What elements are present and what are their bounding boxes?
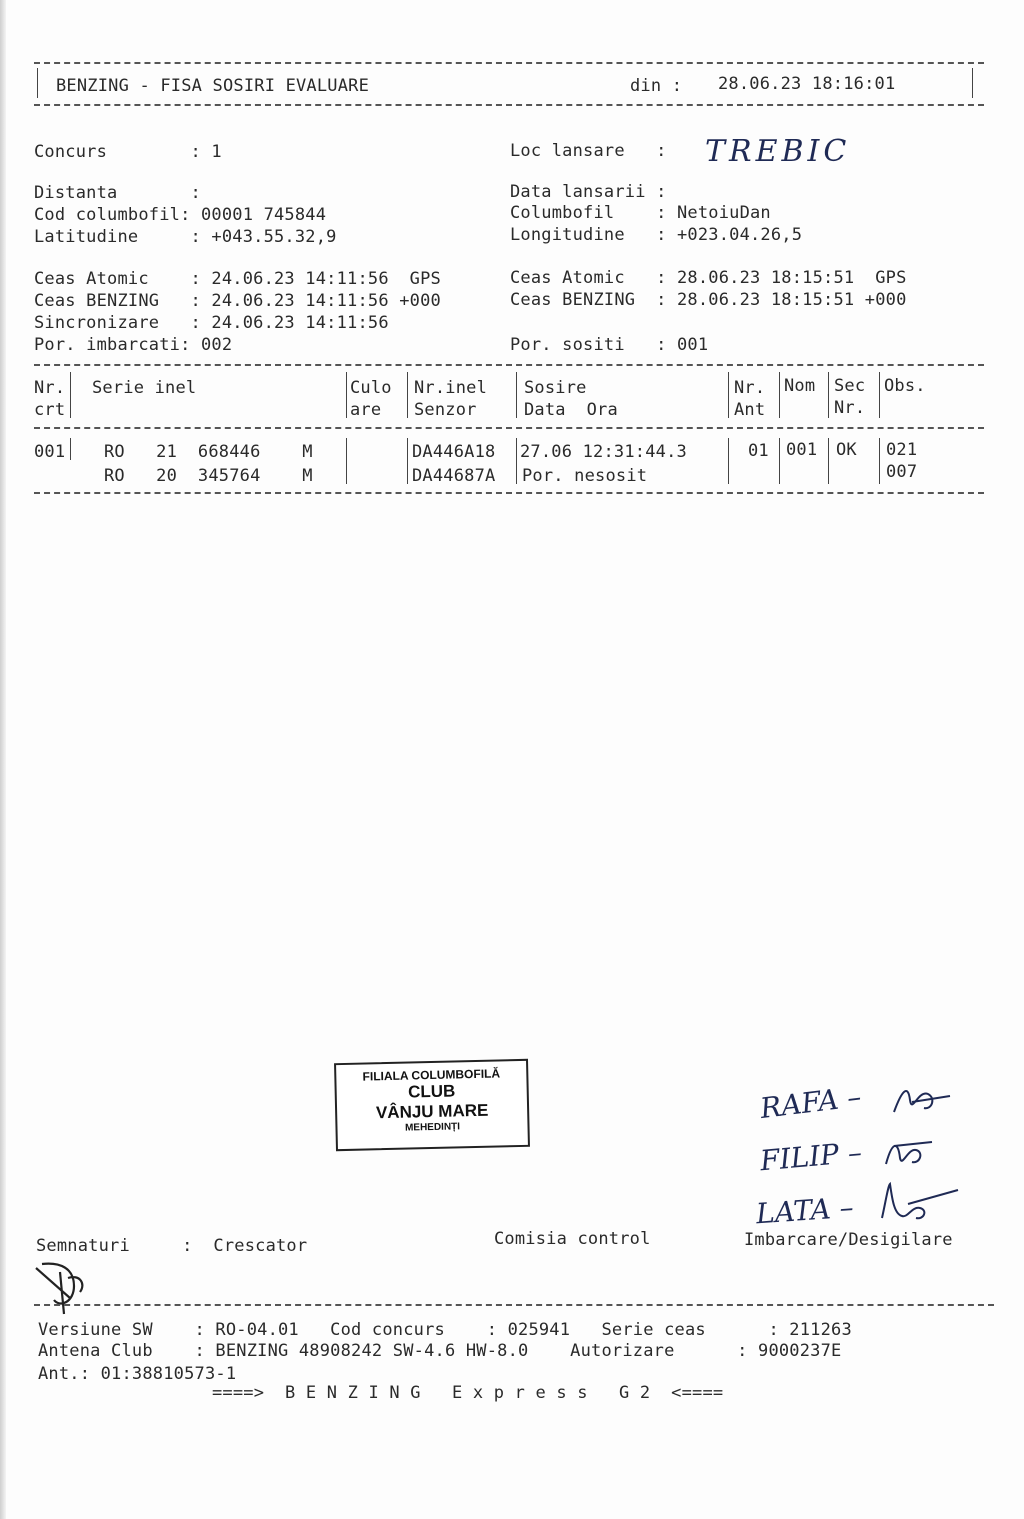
header-top-rule (34, 62, 984, 64)
ceas-atomic-end: Ceas Atomic : 28.06.23 18:15:51 GPS (510, 268, 907, 288)
initials-signature-1 (888, 1080, 958, 1120)
cell-senzor: DA44687A (412, 466, 496, 486)
por-sositi-field: Por. sositi : 001 (510, 335, 709, 355)
th-obs: Obs. (884, 376, 926, 396)
cell-serie: RO 21 668446 M (104, 442, 313, 462)
col-sep-3-header (407, 372, 408, 418)
imbarcare-desigilare-label: Imbarcare/Desigilare (744, 1230, 953, 1250)
th-culoare-2: are (350, 400, 382, 420)
th-nr-ant-2: Ant (734, 400, 766, 420)
col-sep-2-row (346, 438, 347, 484)
header-bottom-rule (34, 104, 984, 106)
initials-signature-2 (880, 1134, 940, 1174)
col-sep-6-row (779, 438, 780, 484)
longitudine-field: Longitudine : +023.04.26,5 (510, 225, 803, 245)
th-sec-1: Sec (834, 376, 866, 396)
cell-serie: RO 20 345764 M (104, 466, 313, 486)
col-sep-4-header (516, 372, 517, 418)
printout-date: 28.06.23 18:16:01 (718, 74, 896, 94)
footer-versiune-line: Versiune SW : RO-04.01 Cod concurs : 025941 Serie ceas : 211263 (38, 1320, 852, 1340)
comisia-control-label: Comisia control (494, 1229, 651, 1249)
stamp-line-3: VÂNJU MARE (375, 1100, 489, 1123)
cell-senzor: DA446A18 (412, 442, 496, 462)
stamp-line-1: FILIALA COLUMBOFILĂ (362, 1066, 501, 1084)
th-sec-2: Nr. (834, 398, 866, 418)
cell-nom: 001 (786, 440, 818, 460)
table-top-rule (34, 364, 984, 366)
concurs-field: Concurs : 1 (34, 142, 222, 162)
th-nr-crt-1: Nr. (34, 378, 66, 398)
cell-ant: 01 (748, 441, 769, 461)
footer-benzing-express: ====> B E N Z I N G E x p r e s s G 2 <==== (212, 1383, 724, 1403)
col-sep-2-header (346, 372, 347, 418)
cell-obs: 007 (886, 462, 918, 482)
date-label: din : (630, 76, 683, 96)
col-sep-6-header (779, 372, 780, 418)
table-bottom-rule (34, 492, 984, 494)
header-right-bar (972, 68, 973, 98)
footer-rule (34, 1304, 994, 1306)
columbofil-field: Columbofil : NetoiuDan (510, 203, 771, 223)
th-nom: Nom (784, 376, 816, 396)
distanta-field: Distanta : (34, 183, 201, 203)
col-sep-7-row (828, 438, 829, 484)
th-nr-inel-2: Senzor (414, 400, 477, 420)
th-sosire-1: Sosire (524, 378, 587, 398)
cell-nr: 001 (34, 442, 66, 462)
handwritten-name-2: FILIP – (758, 1135, 864, 1178)
col-sep-5-row (728, 438, 729, 484)
stamp-line-4: MEHEDINȚI (404, 1121, 461, 1134)
col-sep-1-row (70, 438, 71, 460)
initials-signature-3 (872, 1180, 962, 1226)
th-sosire-2: Data Ora (524, 400, 618, 420)
data-lansarii-field: Data lansarii : (510, 182, 667, 202)
cell-obs: 021 (886, 440, 918, 460)
ceas-atomic-start: Ceas Atomic : 24.06.23 14:11:56 GPS (34, 269, 441, 289)
semnaturi-crescator: Semnaturi : Crescator (36, 1236, 308, 1256)
ceas-benzing-end: Ceas BENZING : 28.06.23 18:15:51 +000 (510, 290, 907, 310)
sincronizare-field: Sincronizare : 24.06.23 14:11:56 (34, 313, 389, 333)
handwritten-name-3: LATA – (754, 1190, 855, 1231)
loc-lansare-handwritten: TREBIC (705, 134, 851, 169)
col-sep-4-row (516, 438, 517, 484)
th-nr-inel-1: Nr.inel (414, 378, 488, 398)
document-title: BENZING - FISA SOSIRI EVALUARE (56, 76, 370, 96)
latitudine-field: Latitudine : +043.55.32,9 (34, 227, 337, 247)
cell-sosire: 27.06 12:31:44.3 (520, 442, 687, 462)
col-sep-5-header (728, 372, 729, 418)
th-nr-crt-2: crt (34, 400, 66, 420)
cell-sec: OK (836, 440, 857, 460)
ceas-benzing-start: Ceas BENZING : 24.06.23 14:11:56 +000 (34, 291, 441, 311)
col-sep-3-row (407, 438, 408, 484)
cod-columbofil-field: Cod columbofil: 00001 745844 (34, 205, 327, 225)
por-imbarcati-field: Por. imbarcati: 002 (34, 335, 233, 355)
col-sep-8-row (879, 438, 880, 484)
loc-lansare-label: Loc lansare : (510, 141, 667, 161)
club-stamp (334, 1059, 530, 1151)
breeder-signature (30, 1258, 100, 1318)
page-edge-shadow (0, 0, 6, 1519)
stamp-line-2: CLUB (407, 1081, 456, 1102)
cell-sosire: Por. nesosit (522, 466, 648, 486)
th-nr-ant-1: Nr. (734, 378, 766, 398)
footer-ant-line: Ant.: 01:38810573-1 (38, 1364, 237, 1384)
table-header-rule (34, 427, 984, 429)
footer-antena-line: Antena Club : BENZING 48908242 SW-4.6 HW-8.0 Autorizare : 9000237E (38, 1341, 842, 1361)
col-sep-7-header (828, 372, 829, 418)
header-left-bar (37, 68, 38, 98)
col-sep-1-header (70, 372, 71, 418)
th-culoare-1: Culo (350, 378, 392, 398)
col-sep-8-header (879, 372, 880, 418)
handwritten-name-1: RAFA – (758, 1079, 864, 1126)
th-serie-inel: Serie inel (92, 378, 197, 398)
